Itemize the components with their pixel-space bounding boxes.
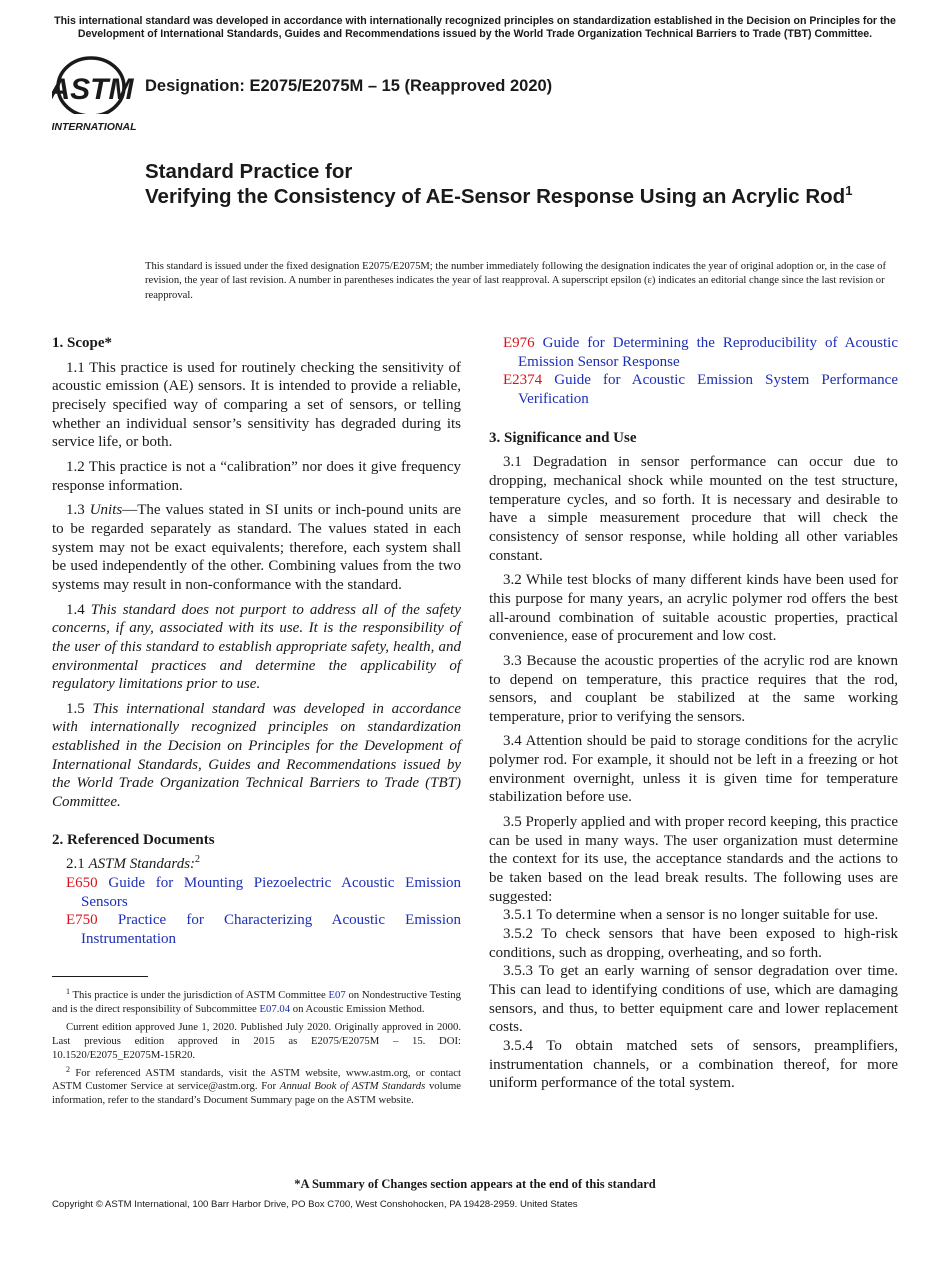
footnote-1 xyxy=(52,989,461,1017)
title-line-2 xyxy=(145,184,905,209)
para-2-1 xyxy=(52,855,461,874)
footnote-2-text-a: For referenced ASTM standards, visit the ASTM website, www.astm.org, or contact ASTM Customer Service at service@astm.org. For xyxy=(52,1066,461,1093)
para-3-5: 3.5 Properly applied and with proper record keeping, this practice can be used in many ways. The user organization must determine the context for its use, the acceptance standards and the actions to be taken based on the lead break results. The following uses are suggested: xyxy=(489,814,898,905)
title-line-1: Standard Practice for xyxy=(145,160,353,183)
para-3-3: 3.3 Because the acoustic properties of the acrylic rod are known to depend on temperature, this practice requires that the rod, sensors, and couplant be stabilized at the same working temperature, prior to verifying the sensors. xyxy=(489,652,898,725)
ref-title-link[interactable]: Guide for Determining the Reproducibility of Acoustic Emission Sensor Response xyxy=(518,335,898,370)
left-column xyxy=(52,334,461,949)
para-2-1-text: ASTM Standards: xyxy=(88,856,196,873)
footnote-edition: Current edition approved June 1, 2020. Published July 2020. Originally approved in 2000. Last previous edition approved in 2015 as E2075/E2075M – 15. DOI: 10.1520/E2075_E2075M-15R20. xyxy=(52,1020,461,1061)
para-3-5-3: 3.5.3 To get an early warning of sensor degradation over time. This can lead to identifying conditions of use, which are damaging sensors, and thus, to better equipment care and lower replacement costs. xyxy=(489,963,898,1036)
para-1-5 xyxy=(52,700,461,812)
ref-code[interactable]: E750 xyxy=(66,912,98,929)
astm-logo-caption: INTERNATIONAL xyxy=(52,121,136,133)
footnote-2-text-b: volume information, refer to the standard’s Document Summary page on the ASTM website. xyxy=(52,1080,462,1107)
footnote-1-text-a: This practice is under the jurisdiction of ASTM Committee xyxy=(70,989,329,1001)
astm-logo xyxy=(52,56,136,134)
summary-note: *A Summary of Changes section appears at the end of this standard xyxy=(294,1177,656,1191)
para-1-3-term: Units xyxy=(89,502,123,519)
ref-code[interactable]: E2374 xyxy=(503,372,543,389)
ref-e976[interactable] xyxy=(489,334,898,371)
top-notice: This international standard was developed in accordance with internationally recognized principles on standardization established in the Decision on Principles for the Development of International Standards, Guides and Recommendations issued by the World Trade Organization Technical Barriers to Trade (TBT) Committee. xyxy=(54,15,896,40)
para-1-3-num: 1.3 xyxy=(66,502,85,519)
para-1-1: 1.1 This practice is used for routinely checking the sensitivity of acoustic emission (AE) sensors. It is intended to provide a reliable, precisely specified way of comparing a set of sensors, or telling whether an individual sensor’s sensitivity has degraded during its service life, or both. xyxy=(52,359,461,451)
para-1-3 xyxy=(52,501,461,594)
right-column xyxy=(489,334,898,1093)
astm-logo-letters: ASTM xyxy=(52,73,134,106)
footnote-divider xyxy=(52,976,148,977)
para-3-2: 3.2 While test blocks of many different kinds have been used for this purpose for many years, an acrylic polymer rod offers the best all-around combination of suitable acoustic properties, practical convenience, ease of procurement and low cost. xyxy=(489,572,898,645)
para-1-5-text: This international standard was developed in accordance with internationally recognized principles on standardization established in the Decision on Principles for the Development of International Standards, Guides and Recommendations issued by the World Trade Organization Technical Barriers to Trade (TBT) Committee. xyxy=(52,700,462,811)
footnote-2 xyxy=(52,1064,462,1109)
ref-e750[interactable] xyxy=(52,911,461,948)
ref-e2374[interactable] xyxy=(489,371,898,408)
para-3-5-2: 3.5.2 To check sensors that have been exposed to high-risk conditions, such as dropping, overheating, and so forth. xyxy=(489,926,898,961)
para-1-4 xyxy=(52,601,461,694)
para-3-1: 3.1 Degradation in sensor performance can occur due to dropping, mechanical shock while mounted on the test structure, temperature cycles, and so forth. It is necessary and desirable to have a simple measurement procedure that will check the consistency of sensor response, while holding all other variables constant. xyxy=(489,454,898,564)
para-3-5-4: 3.5.4 To obtain matched sets of sensors, preamplifiers, instrumentation channels, or a combination thereof, for more uniform performance of the total system. xyxy=(489,1037,898,1092)
title-main: Verifying the Consistency of AE-Sensor Response Using an Acrylic Rod xyxy=(145,185,846,208)
footnote-1-text-b: on Nondestructive Testing and is the direct responsibility of Subcommittee xyxy=(52,989,461,1015)
para-3-5-1: 3.5.1 To determine when a sensor is no longer suitable for use. xyxy=(503,907,879,924)
significance-heading: 3. Significance and Use xyxy=(489,429,637,446)
scope-heading: 1. Scope* xyxy=(52,335,112,351)
para-1-5-num: 1.5 xyxy=(66,700,85,717)
para-1-4-text: This standard does not purport to address all of the safety concerns, if any, associated with its use. It is the responsibility of the user of this standard to establish appropriate safety, health, and environmental practices and determine the applicability of regulatory limitations prior to use. xyxy=(52,601,461,693)
footnote-1-text-c: on Acoustic Emission Method. xyxy=(290,1002,425,1015)
ref-title-link[interactable]: Practice for Characterizing Acoustic Emission Instrumentation xyxy=(81,912,461,948)
para-3-4: 3.4 Attention should be paid to storage conditions for the acrylic polymer rod. For example, it should not be left in a freezing or hot environment overnight, unless it is given time for temperature stabilization before use. xyxy=(489,733,898,806)
document-title xyxy=(145,159,905,209)
issued-note: This standard is issued under the fixed designation E2075/E2075M; the number immediately following the designation indicates the year of original adoption or, in the case of revision, the year of last revision. A number in parentheses indicates the year of last reapproval. A superscript epsilon (ε) indicates an editorial change since the last revision or reapproval. xyxy=(145,261,886,301)
copyright: Copyright © ASTM International, 100 Barr Harbor Drive, PO Box C700, West Conshohocken, PA 19428-2959. United States xyxy=(52,1199,578,1210)
title-footnote-mark: 1 xyxy=(845,183,853,198)
ref-code[interactable]: E976 xyxy=(503,335,535,351)
para-2-1-mark: 2 xyxy=(195,854,201,866)
astm-logo-mark xyxy=(52,56,136,134)
para-1-4-num: 1.4 xyxy=(66,601,85,618)
ref-title-link[interactable]: Guide for Mounting Piezoelectric Acoustic Emission Sensors xyxy=(81,875,461,910)
ref-title-link[interactable]: Guide for Acoustic Emission System Performance Verification xyxy=(518,372,899,407)
footnote-2-mark: 2 xyxy=(66,1064,70,1074)
para-1-2: 1.2 This practice is not a “calibration” nor does it give frequency response information. xyxy=(52,458,461,494)
para-2-1-num: 2.1 xyxy=(66,856,85,873)
ref-e650[interactable] xyxy=(52,874,461,911)
ref-code[interactable]: E650 xyxy=(66,875,98,892)
designation: Designation: E2075/E2075M – 15 (Reapproved 2020) xyxy=(145,77,553,95)
footnote-1-mark: 1 xyxy=(66,987,70,996)
referenced-heading: 2. Referenced Documents xyxy=(52,831,215,848)
footnote-2-italic: Annual Book of ASTM Standards xyxy=(279,1080,426,1093)
footnotes xyxy=(52,989,461,1108)
committee-link[interactable]: E07 xyxy=(328,989,346,1001)
subcommittee-link[interactable]: E07.04 xyxy=(259,1002,291,1015)
para-1-3-text: —The values stated in SI units or inch-pound units are to be regarded separately as standard. The values stated in each system may not be exact equivalents; therefore, each system shall be used independently of the other. Combining values from the two systems may result in non-conformance with the standard. xyxy=(52,502,462,593)
